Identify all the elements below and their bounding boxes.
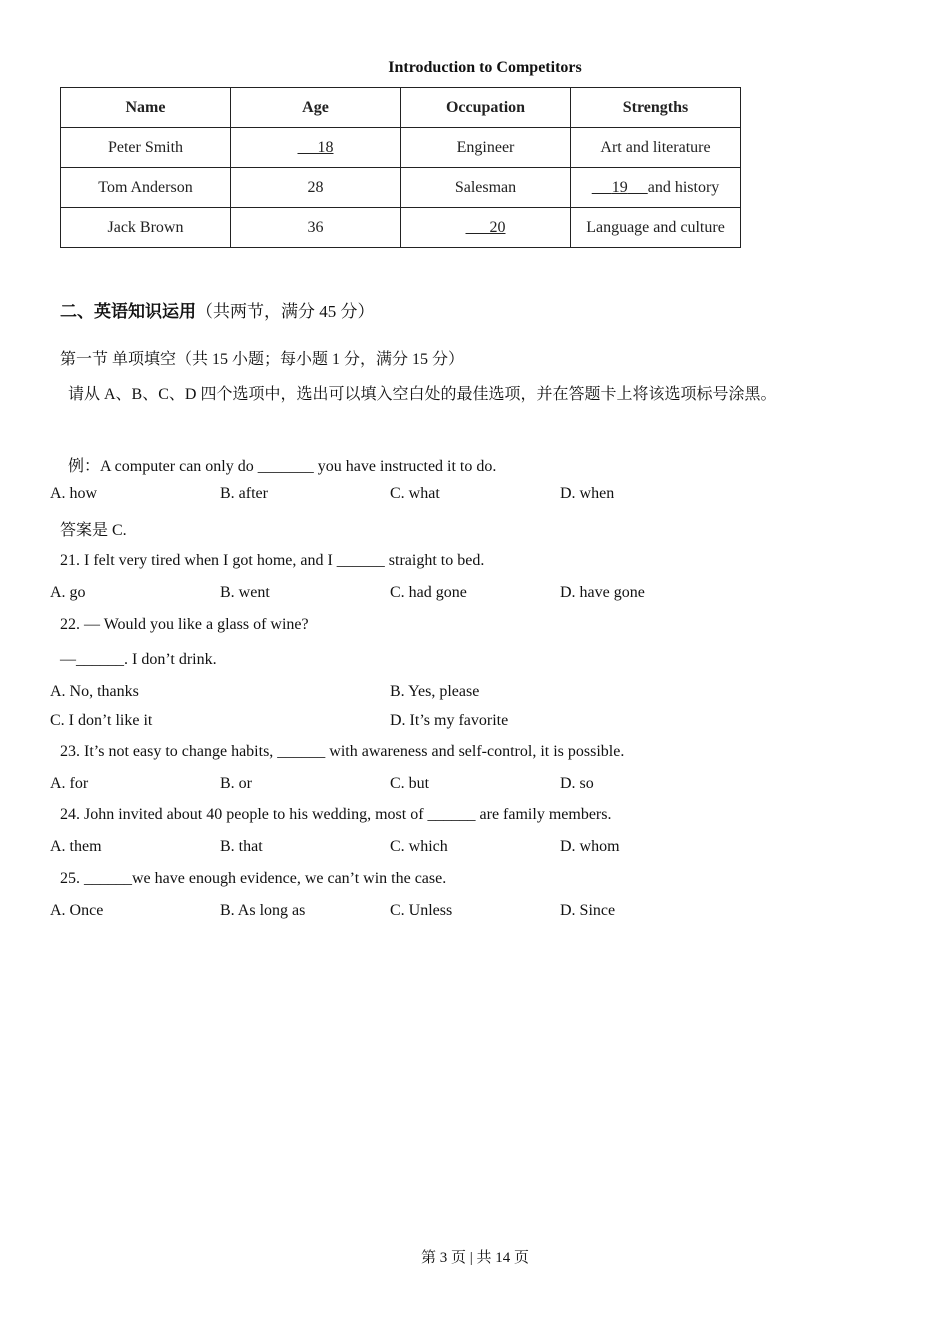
- instruction: 请从 A、B、C、D 四个选项中，选出可以填入空白处的最佳选项，并在答题卡上将该选项标号涂黑。: [68, 386, 777, 403]
- table-title: Introduction to Competitors: [388, 59, 582, 76]
- example-stem: 例：A computer can only do _______ you have instructed it to do.: [68, 458, 497, 475]
- blank-19: 19: [611, 178, 628, 196]
- option: C. which: [390, 838, 448, 855]
- option: B. or: [220, 775, 252, 792]
- option: D. when: [560, 485, 615, 502]
- option: D. have gone: [560, 584, 645, 601]
- question-22-line2: —______. I don’t drink.: [60, 651, 217, 668]
- cell-strengths: Language and culture: [571, 208, 741, 248]
- cell-strengths: [571, 168, 741, 208]
- option: D. so: [560, 775, 594, 792]
- option: A. No, thanks: [50, 683, 139, 700]
- cell-occupation: [401, 208, 571, 248]
- option: A. for: [50, 775, 89, 792]
- section-heading: [60, 297, 375, 322]
- option: C. I don’t like it: [50, 712, 153, 729]
- option: B. after: [220, 485, 268, 502]
- blank-20: 20: [489, 218, 506, 236]
- option: B. that: [220, 838, 263, 855]
- option: A. go: [50, 584, 86, 601]
- option: D. Since: [560, 902, 616, 919]
- blank-18: 18: [317, 138, 334, 156]
- question-21: 21. I felt very tired when I got home, and I ______ straight to bed.: [60, 552, 485, 569]
- option: C. what: [390, 485, 440, 502]
- option: B. went: [220, 584, 270, 601]
- competitors-table: [60, 87, 741, 248]
- header-age: Age: [231, 88, 401, 128]
- question-23: 23. It’s not easy to change habits, ______ with awareness and self-control, it is possible.: [60, 743, 625, 760]
- question-25: 25. ______we have enough evidence, we can’t win the case.: [60, 870, 447, 887]
- section-note: （共两节，满分 45 分）: [196, 302, 375, 321]
- option: C. Unless: [390, 902, 453, 919]
- table-row: [61, 168, 741, 208]
- cell-age: 36: [231, 208, 401, 248]
- header-occupation: Occupation: [401, 88, 571, 128]
- section-title: 二、英语知识运用: [60, 302, 196, 322]
- option: C. but: [390, 775, 430, 792]
- option: C. had gone: [390, 584, 467, 601]
- header-name: Name: [61, 88, 231, 128]
- option: D. whom: [560, 838, 620, 855]
- option: A. Once: [50, 902, 104, 919]
- option: D. It’s my favorite: [390, 712, 509, 729]
- cell-age: [231, 128, 401, 168]
- cell-strengths: Art and literature: [571, 128, 741, 168]
- cell-occupation: Salesman: [401, 168, 571, 208]
- cell-occupation: Engineer: [401, 128, 571, 168]
- strength-text: and history: [647, 178, 720, 196]
- page-footer: 第 3 页 | 共 14 页: [420, 1250, 529, 1266]
- question-22: 22. — Would you like a glass of wine?: [60, 616, 309, 633]
- cell-name: Peter Smith: [61, 128, 231, 168]
- question-24: 24. John invited about 40 people to his wedding, most of ______ are family members.: [60, 806, 612, 823]
- table-row: [61, 128, 741, 168]
- table-header-row: [61, 88, 741, 128]
- option: A. how: [50, 485, 98, 502]
- option: B. As long as: [220, 902, 306, 919]
- cell-name: Tom Anderson: [61, 168, 231, 208]
- option: B. Yes, please: [390, 683, 480, 700]
- header-strengths: Strengths: [571, 88, 741, 128]
- table-row: [61, 208, 741, 248]
- cell-age: 28: [231, 168, 401, 208]
- cell-name: Jack Brown: [61, 208, 231, 248]
- option: A. them: [50, 838, 102, 855]
- part-heading: 第一节 单项填空（共 15 小题；每小题 1 分，满分 15 分）: [60, 351, 465, 368]
- example-answer: 答案是 C.: [60, 522, 127, 539]
